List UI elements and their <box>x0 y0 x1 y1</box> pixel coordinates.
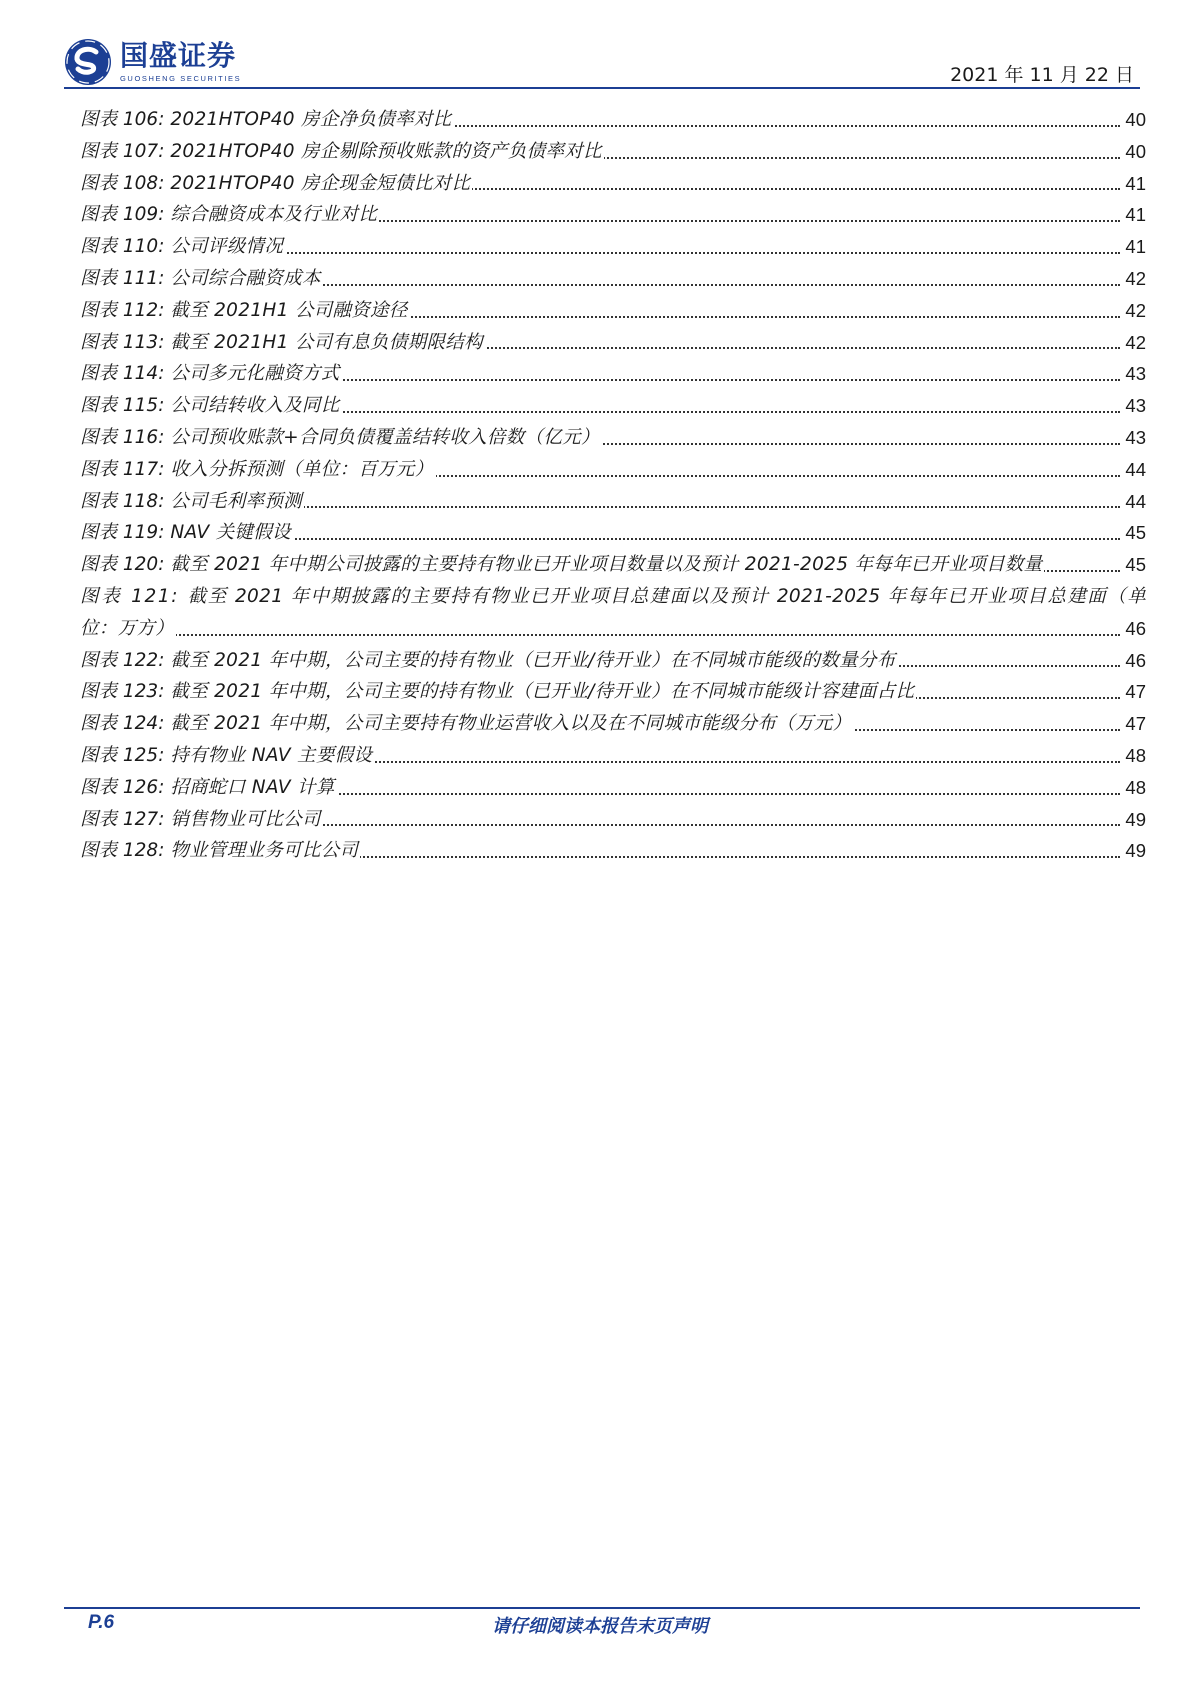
toc-entry[interactable] <box>80 772 1146 804</box>
toc-entry-title: 公司毛利率预测 <box>170 490 302 512</box>
toc-entry-title: 截至 2021 年中期，公司主要持有物业运营收入以及在不同城市能级分布（万元） <box>170 713 852 735</box>
toc-entry[interactable] <box>80 454 1146 486</box>
toc-entry-title: NAV 关键假设 <box>170 522 291 544</box>
toc-entry-page: 49 <box>1123 835 1146 867</box>
toc-entry-page: 40 <box>1123 136 1146 168</box>
toc-entry-label: 图表 110: <box>80 236 165 258</box>
toc-entry-lead <box>80 777 337 798</box>
toc-entry-title: 2021HTOP40 房企净负债率对比 <box>170 109 452 130</box>
toc-entry-label: 图表 119: <box>80 522 165 544</box>
disclaimer-note: 请仔细阅读本报告末页声明 <box>492 1616 708 1637</box>
toc-entry-page: 45 <box>1123 549 1146 581</box>
toc-entry[interactable] <box>80 358 1146 390</box>
toc-entry[interactable] <box>80 804 1146 836</box>
toc-entry-title: 截至 2021 年中期，公司主要的持有物业（已开业/待开业）在不同城市能级计容建面占比 <box>170 681 915 703</box>
toc-entry-page: 49 <box>1123 804 1146 836</box>
logo-chinese-name: 国盛证券 <box>120 38 237 72</box>
toc-entry-page: 41 <box>1123 231 1146 263</box>
toc-entry[interactable] <box>80 549 1146 581</box>
toc-entry-title: 综合融资成本及行业对比 <box>170 204 378 226</box>
toc-entry-lead <box>80 745 374 766</box>
toc-entry-page: 43 <box>1123 390 1146 422</box>
company-logo <box>64 36 241 88</box>
toc-entry-lead <box>80 173 472 194</box>
toc-entry-label: 图表 123: <box>80 681 165 703</box>
toc-entry[interactable] <box>80 486 1146 518</box>
toc-entry-page: 44 <box>1123 486 1146 518</box>
toc-entry-lead <box>80 268 323 289</box>
toc-entry-title: 截至 2021 年中期披露的主要持有物业已开业项目总建面以及预计 2021-2025 年每年已开业项目总建面（单 <box>187 585 1146 607</box>
toc-entry[interactable] <box>80 168 1146 200</box>
toc-entry-label: 图表 117: <box>80 458 165 480</box>
toc-entry[interactable] <box>80 740 1146 772</box>
toc-entry-title: 物业管理业务可比公司 <box>170 840 359 862</box>
toc-entry[interactable] <box>80 136 1146 168</box>
toc-entry-label: 图表 114: <box>80 363 165 385</box>
toc-entry-label: 图表 127: <box>80 808 165 830</box>
toc-entry-title: 2021HTOP40 房企现金短债比对比 <box>170 172 471 194</box>
toc-entry-label: 图表 115: <box>80 395 165 417</box>
toc-entry-label: 图表 111: <box>80 267 165 289</box>
toc-entry-lead <box>80 236 285 257</box>
toc-entry-lead <box>80 681 916 702</box>
toc-entry-lead <box>80 204 379 225</box>
toc-entry[interactable] <box>80 104 1146 136</box>
toc-entry-page: 42 <box>1123 327 1146 359</box>
toc-entry-lead <box>80 395 342 416</box>
toc-entry-label: 图表 118: <box>80 490 165 512</box>
toc-entry[interactable] <box>80 676 1146 708</box>
figure-index-list <box>80 104 1146 867</box>
toc-entry-title: 持有物业 NAV 主要假设 <box>170 744 373 766</box>
toc-entry-label: 图表 122: <box>80 649 165 671</box>
toc-entry-lead <box>80 491 304 512</box>
toc-entry-label: 图表 106: <box>80 109 165 130</box>
toc-entry-lead <box>80 300 410 321</box>
toc-entry-page: 43 <box>1123 422 1146 454</box>
logo-wordmark <box>120 38 242 83</box>
toc-entry-title: 招商蛇口 NAV 计算 <box>170 776 335 798</box>
toc-entry-title-continued: 位：万方） <box>80 617 175 639</box>
toc-entry[interactable] <box>80 517 1146 549</box>
toc-entry-page: 42 <box>1123 295 1146 327</box>
logo-english-name: GUOSHENG SECURITIES <box>120 73 242 83</box>
toc-entry-label: 图表 126: <box>80 776 165 798</box>
toc-entry[interactable] <box>80 835 1146 867</box>
toc-entry-lead <box>80 109 453 130</box>
toc-entry-lead <box>80 332 485 353</box>
toc-entry[interactable] <box>80 422 1146 454</box>
toc-entry-lead <box>80 363 342 384</box>
toc-entry-page: 40 <box>1123 104 1146 136</box>
toc-entry-title: 公司结转收入及同比 <box>170 395 340 417</box>
toc-entry-lead <box>80 618 176 639</box>
toc-entry-title: 截至 2021 年中期，公司主要的持有物业（已开业/待开业）在不同城市能级的数量分布 <box>170 649 896 671</box>
toc-entry-title: 公司预收账款+合同负债覆盖结转收入倍数（亿元） <box>170 426 600 448</box>
toc-entry-lead <box>80 522 293 543</box>
toc-entry-label: 图表 116: <box>80 426 165 448</box>
toc-entry-label: 图表 120: <box>80 554 165 576</box>
toc-entry-title: 公司综合融资成本 <box>170 267 321 289</box>
toc-entry-lead <box>80 554 1044 575</box>
toc-entry-page: 41 <box>1123 168 1146 200</box>
toc-entry[interactable] <box>80 231 1146 263</box>
toc-entry-label: 图表 124: <box>80 713 165 735</box>
toc-entry-title: 截至 2021H1 公司有息负债期限结构 <box>170 331 483 353</box>
toc-entry-page: 42 <box>1123 263 1146 295</box>
toc-entry-label: 图表 107: <box>80 140 165 162</box>
toc-entry-page: 47 <box>1123 676 1146 708</box>
toc-entry-label: 图表 125: <box>80 744 165 766</box>
toc-entry-lead <box>80 459 436 480</box>
toc-entry-lead <box>80 650 898 671</box>
toc-entry-lead <box>80 809 323 830</box>
toc-entry[interactable] <box>80 645 1146 677</box>
toc-entry-label: 图表 128: <box>80 840 165 862</box>
toc-entry-page: 48 <box>1123 772 1146 804</box>
toc-entry-page: 43 <box>1123 358 1146 390</box>
toc-entry[interactable] <box>80 263 1146 295</box>
toc-entry[interactable] <box>80 581 1146 645</box>
toc-entry-title: 销售物业可比公司 <box>170 808 321 830</box>
toc-entry-page: 46 <box>1123 613 1146 645</box>
toc-entry-lead <box>80 713 853 734</box>
header-divider <box>64 87 1140 89</box>
toc-entry-label: 图表 121: <box>80 585 180 607</box>
toc-entry[interactable] <box>80 295 1146 327</box>
toc-entry-page: 46 <box>1123 645 1146 677</box>
toc-entry[interactable] <box>80 708 1146 740</box>
toc-entry[interactable] <box>80 327 1146 359</box>
toc-entry-line <box>80 581 1146 613</box>
report-date: 2021 年 11 月 22 日 <box>950 64 1134 86</box>
toc-entry-lead <box>80 427 602 448</box>
toc-entry-lead <box>80 840 360 861</box>
toc-entry-lead <box>80 141 604 162</box>
toc-entry-page: 44 <box>1123 454 1146 486</box>
page-number: P.6 <box>88 1612 115 1633</box>
toc-entry-page: 48 <box>1123 740 1146 772</box>
toc-entry-page: 45 <box>1123 517 1146 549</box>
toc-entry-title: 公司多元化融资方式 <box>170 363 340 385</box>
footer-divider <box>64 1607 1140 1609</box>
toc-dot-leader <box>80 634 1120 636</box>
toc-entry-title: 2021HTOP40 房企剔除预收账款的资产负债率对比 <box>170 140 602 162</box>
toc-entry-label: 图表 108: <box>80 172 165 194</box>
toc-entry-line <box>80 613 1146 645</box>
toc-entry-title: 截至 2021 年中期公司披露的主要持有物业已开业项目数量以及预计 2021-2025 年每年已开业项目数量 <box>170 554 1043 576</box>
toc-entry[interactable] <box>80 199 1146 231</box>
toc-entry-title: 收入分拆预测（单位：百万元） <box>170 458 434 480</box>
toc-entry-title: 截至 2021H1 公司融资途径 <box>170 299 408 321</box>
toc-entry-title: 公司评级情况 <box>170 236 284 258</box>
toc-entry-label: 图表 112: <box>80 299 165 321</box>
guosheng-logo-icon <box>64 38 112 86</box>
toc-entry[interactable] <box>80 390 1146 422</box>
toc-entry-page: 47 <box>1123 708 1146 740</box>
toc-entry-label: 图表 109: <box>80 204 165 226</box>
toc-entry-page: 41 <box>1123 199 1146 231</box>
toc-entry-label: 图表 113: <box>80 331 165 353</box>
